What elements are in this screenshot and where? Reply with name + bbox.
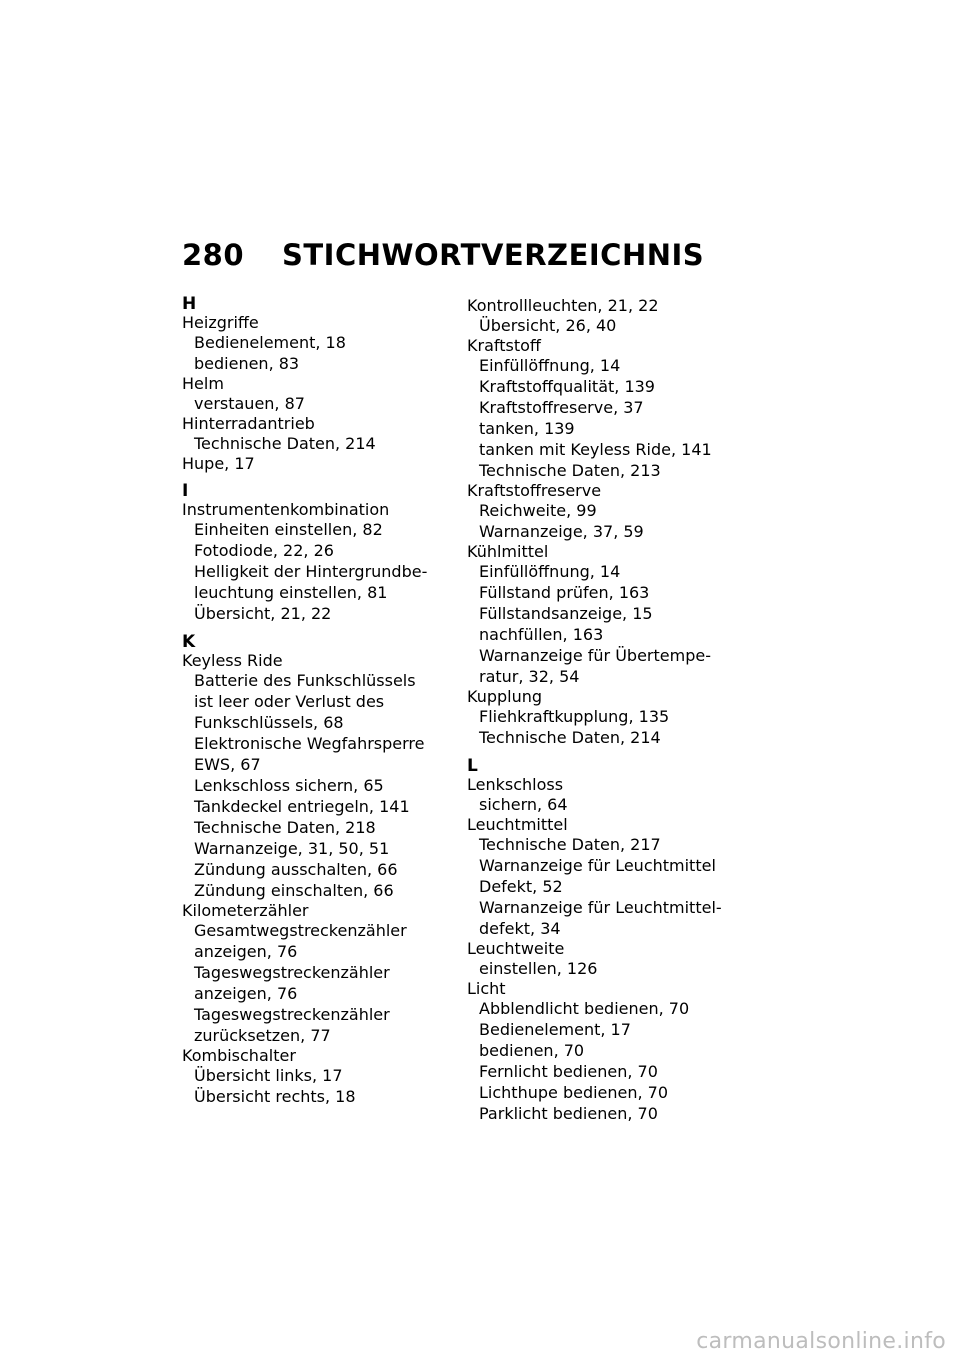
index-entry: Kraftstoff [467,336,541,355]
index-subentry: Bedienelement, 17 [479,1020,631,1039]
index-subentry: Übersicht, 26, 40 [479,316,617,335]
index-subentry: Technische Daten, 213 [479,461,661,480]
index-subentry: Warnanzeige, 37, 59 [479,522,644,541]
index-entry: Leuchtweite [467,939,565,958]
index-section [182,483,452,624]
index-column-right [467,296,752,1134]
page-header [182,238,704,272]
index-entry: Instrumentenkombination [182,500,390,519]
index-subentry: Übersicht rechts, 18 [194,1087,356,1106]
index-subentry: Lenkschloss sichern, 65 [194,776,384,795]
index-subentry: Elektronische Wegfahrsperre [194,734,425,753]
index-subentry: Technische Daten, 214 [479,728,661,747]
index-section [467,758,752,1124]
index-subentry: bedienen, 70 [479,1041,585,1060]
index-entry: Kühlmittel [467,542,549,561]
index-subentry: Bedienelement, 18 [194,333,346,352]
index-subentry: Helligkeit der Hintergrundbe- [194,562,428,581]
index-section [182,296,452,473]
page-number: 280 [182,238,245,272]
index-entry: Hinterradantrieb [182,414,315,433]
index-subentry: nachfüllen, 163 [479,625,604,644]
index-entry: Licht [467,979,506,998]
index-subentry: Warnanzeige für Leuchtmittel- [479,898,722,917]
index-subentry: Übersicht, 21, 22 [194,604,332,623]
index-entry: Kilometerzähler [182,901,309,920]
index-column-left [182,296,452,1117]
index-entry: Hupe, 17 [182,454,255,473]
page-title: STICHWORTVERZEICHNIS [282,238,705,272]
index-entry: Kraftstoffreserve [467,481,602,500]
index-section [182,634,452,1107]
index-subentry: verstauen, 87 [194,394,305,413]
index-subentry: Abblendlicht bedienen, 70 [479,999,690,1018]
index-subentry: anzeigen, 76 [194,942,298,961]
index-subentry: bedienen, 83 [194,354,300,373]
index-subentry: Tageswegstreckenzähler [194,1005,390,1024]
index-subentry: ratur, 32, 54 [479,667,580,686]
index-subentry: Batterie des Funkschlüssels [194,671,416,690]
index-subentry: Gesamtwegstreckenzähler [194,921,407,940]
index-entry: Kontrollleuchten, 21, 22 [467,296,659,315]
index-subentry: Zündung einschalten, 66 [194,881,394,900]
index-subentry: zurücksetzen, 77 [194,1026,331,1045]
index-subentry: leuchtung einstellen, 81 [194,583,388,602]
index-subentry: Zündung ausschalten, 66 [194,860,398,879]
index-subentry: Parklicht bedienen, 70 [479,1104,658,1123]
index-subentry: Fliehkraftkupplung, 135 [479,707,670,726]
section-letter: H [182,294,197,314]
index-entry: Keyless Ride [182,651,283,670]
index-subentry: Defekt, 52 [479,877,563,896]
index-subentry: Einheiten einstellen, 82 [194,520,383,539]
index-subentry: Lichthupe bedienen, 70 [479,1083,669,1102]
index-subentry: Warnanzeige für Leuchtmittel [479,856,716,875]
index-entry: Heizgriffe [182,313,259,332]
section-letter: I [182,481,189,501]
index-subentry: Füllstand prüfen, 163 [479,583,650,602]
index-subentry: Tankdeckel entriegeln, 141 [194,797,410,816]
index-subentry: Einfüllöffnung, 14 [479,562,621,581]
index-entry: Kombischalter [182,1046,296,1065]
section-letter: K [182,632,196,652]
index-entry: Kupplung [467,687,543,706]
index-entry: Helm [182,374,224,393]
index-subentry: Übersicht links, 17 [194,1066,343,1085]
index-subentry: anzeigen, 76 [194,984,298,1003]
index-subentry: Kraftstoffqualität, 139 [479,377,655,396]
index-subentry: Tageswegstreckenzähler [194,963,390,982]
index-subentry: Einfüllöffnung, 14 [479,356,621,375]
watermark: carmanualsonline.info [696,1329,946,1354]
index-subentry: tanken mit Keyless Ride, 141 [479,440,712,459]
index-subentry: Füllstandsanzeige, 15 [479,604,653,623]
index-subentry: Kraftstoffreserve, 37 [479,398,644,417]
index-subentry: Warnanzeige für Übertempe- [479,646,711,665]
index-subentry: Warnanzeige, 31, 50, 51 [194,839,390,858]
section-letter: L [467,756,478,776]
index-subentry: Technische Daten, 214 [194,434,376,453]
index-subentry: Technische Daten, 218 [194,818,376,837]
index-subentry: tanken, 139 [479,419,575,438]
index-section [467,296,752,748]
index-subentry: Fernlicht bedienen, 70 [479,1062,658,1081]
index-subentry: einstellen, 126 [479,959,598,978]
index-subentry: Fotodiode, 22, 26 [194,541,334,560]
index-entry: Leuchtmittel [467,815,568,834]
index-subentry: sichern, 64 [479,795,568,814]
index-subentry: Technische Daten, 217 [479,835,661,854]
index-subentry: Funkschlüssels, 68 [194,713,344,732]
index-subentry: EWS, 67 [194,755,261,774]
index-subentry: Reichweite, 99 [479,501,597,520]
index-subentry: defekt, 34 [479,919,561,938]
index-subentry: ist leer oder Verlust des [194,692,385,711]
index-entry: Lenkschloss [467,775,564,794]
